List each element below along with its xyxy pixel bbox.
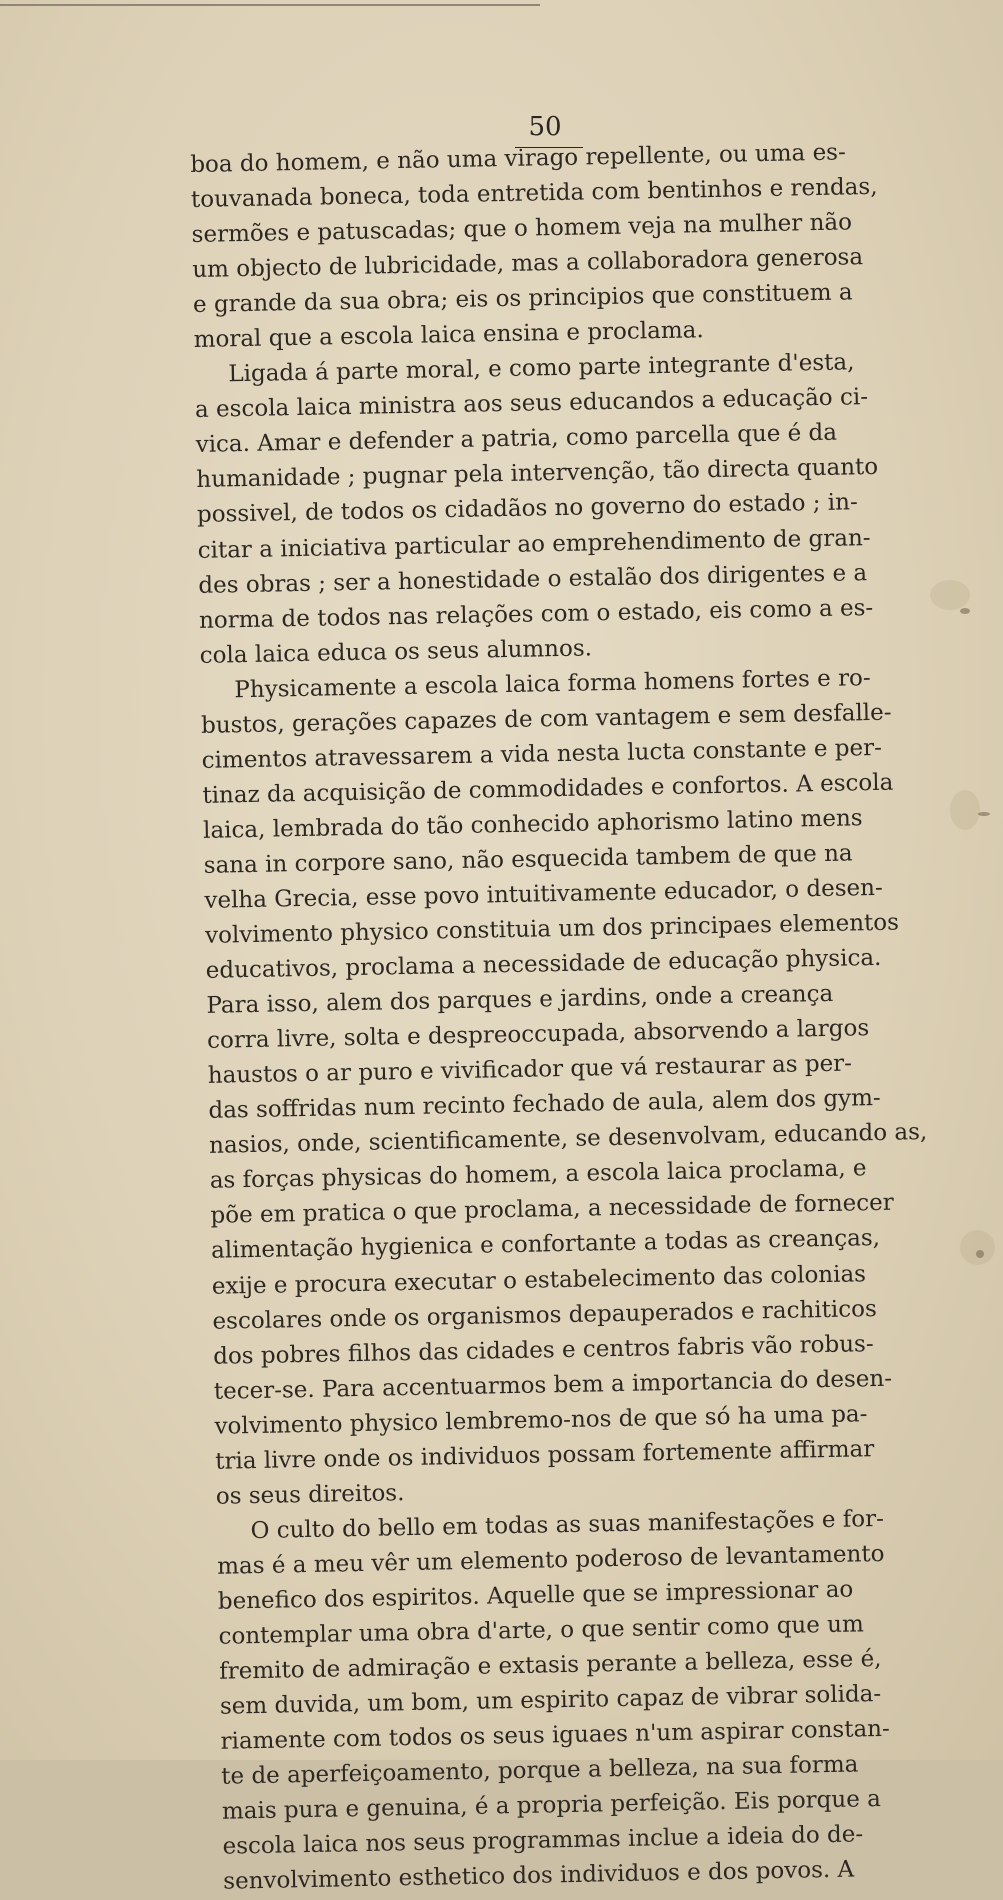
text-line: e grande da sua obra; eis os principios que constituem a: [192, 279, 853, 319]
text-line: benefico dos espiritos. Aquelle que se impressionar ao: [217, 1576, 854, 1615]
text-line: Ligada á parte moral, e como parte integrante d'esta,: [228, 349, 855, 388]
text-line: te de aperfeiçoamento, porque a belleza, na sua forma: [221, 1751, 859, 1790]
text-line: volvimento physico lembremo-nos de que só ha uma pa-: [214, 1400, 868, 1440]
top-edge-rule: [0, 4, 540, 6]
text-line: bustos, gerações capazes de com vantagem e sem desfalle-: [200, 699, 892, 739]
text-line: escola laica nos seus programmas inclue a ideia do de-: [222, 1821, 864, 1860]
text-line: norma de todos nas relações com o estado, eis como a es-: [198, 594, 874, 634]
text-line: volvimento physico constituia um dos principaes elementos: [204, 909, 900, 949]
text-line: velha Grecia, esse povo intuitivamente educador, o desen-: [204, 874, 883, 914]
text-line: boa do homem, e não uma virago repellente, ou uma es-: [190, 139, 847, 178]
text-line: haustos o ar puro e vivificador que vá restaurar as per-: [207, 1050, 853, 1090]
ink-speck: [976, 1250, 984, 1258]
text-line: um objecto de lubricidade, mas a collaboradora generosa: [192, 244, 864, 284]
text-line: laica, lembrada do tão conhecido aphorismo latino mens: [202, 805, 863, 844]
text-line: contemplar uma obra d'arte, o que sentir como que um: [218, 1611, 865, 1650]
ink-speck: [960, 608, 970, 614]
text-line: tinaz da acquisição de commodidades e confortos. A escola: [202, 769, 894, 809]
text-line: sermões e patuscadas; que o homem veja na mulher não: [191, 209, 853, 249]
text-line: riamente com todos os seus iguaes n'um aspirar constan-: [220, 1715, 891, 1755]
text-line: possivel, de todos os cidadãos no governo do estado ; in-: [196, 489, 858, 529]
text-line: dos pobres filhos das cidades e centros fabris vão robus-: [212, 1330, 874, 1370]
text-line: fremito de admiração e extasis perante a belleza, esse é,: [219, 1646, 882, 1685]
text-line: des obras ; ser a honestidade o estalão dos dirigentes e a: [198, 559, 868, 599]
body-text: [190, 133, 984, 1900]
text-line: citar a iniciativa particular ao emprehendimento de gran-: [197, 524, 871, 564]
text-line: O culto do bello em todas as suas manifestações e for-: [250, 1505, 885, 1544]
text-line: cimentos atravessarem a vida nesta lucta constante e per-: [201, 734, 883, 774]
text-line: tecer-se. Para accentuarmos bem a importancia do desen-: [213, 1365, 893, 1405]
text-line: sem duvida, um bom, um espirito capaz de vibrar solida-: [219, 1681, 882, 1720]
text-line: touvanada boneca, toda entretida com bentinhos e rendas,: [190, 173, 878, 214]
text-line: põe em pratica o que proclama, a necessidade de fornecer: [210, 1190, 894, 1230]
text-line: cola laica educa os seus alumnos.: [199, 635, 593, 669]
text-line: corra livre, solta e despreoccupada, absorvendo a largos: [206, 1015, 870, 1055]
text-line: exije e procura executar o estabelecimento das colonias: [211, 1260, 867, 1300]
text-line: escolares onde os organismos depauperados e rachiticos: [212, 1295, 877, 1335]
text-line: as forças physicas do homem, a escola laica proclama, e: [209, 1155, 867, 1195]
page-number: 50: [528, 112, 562, 142]
text-line: Physicamente a escola laica forma homens fortes e ro-: [234, 664, 871, 703]
text-line: sana in corpore sano, não esquecida tambem de que na: [203, 840, 853, 879]
text-line: mas é a meu vêr um elemento poderoso de levantamento: [216, 1540, 885, 1580]
text-line: a escola laica ministra aos seus educandos a educação ci-: [194, 384, 869, 424]
text-line: alimentação hygienica e confortante a todas as creanças,: [210, 1225, 881, 1265]
text-line: das soffridas num recinto fechado de aula, alem dos gym-: [208, 1085, 881, 1125]
text-line: vica. Amar e defender a patria, como parcella que é da: [195, 420, 838, 459]
text-line: nasios, onde, scientificamente, se desenvolvam, educando as,: [208, 1119, 928, 1160]
text-line: tria livre onde os individuos possam fortemente affirmar: [214, 1435, 875, 1475]
text-line: educativos, proclama a necessidade de educação physica.: [205, 944, 882, 984]
text-line: senvolvimento esthetico dos individuos e dos povos. A: [223, 1856, 855, 1895]
text-line: moral que a escola laica ensina e proclama.: [193, 317, 704, 354]
text-line: os seus direitos.: [215, 1479, 405, 1510]
text-line: mais pura e genuina, é a propria perfeição. Eis porque a: [221, 1786, 882, 1825]
text-line: Para isso, alem dos parques e jardins, onde a creança: [206, 980, 834, 1019]
ink-speck: [978, 812, 990, 816]
text-line: humanidade ; pugnar pela intervenção, tão directa quanto: [196, 454, 879, 494]
